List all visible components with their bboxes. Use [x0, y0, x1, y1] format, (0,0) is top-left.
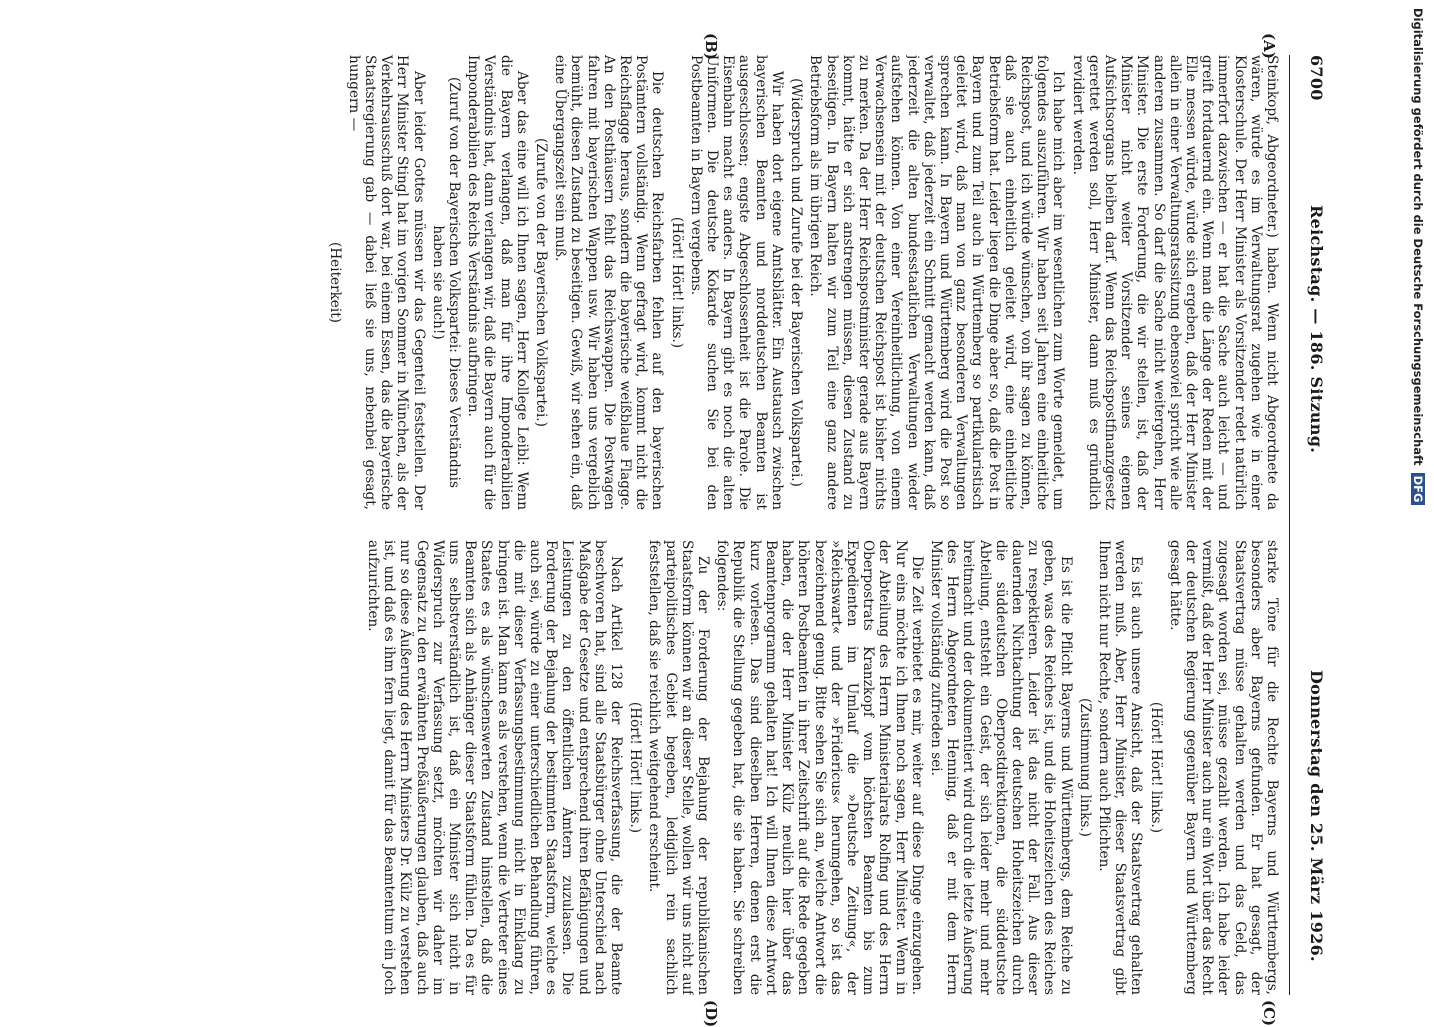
header-rule: [1289, 55, 1290, 995]
right-text-column: [100, 540, 1280, 995]
paragraph: starke Töne für die Rechte Bayerns und Württembergs, besonders aber Bayerns gefunden. Er hat gesagt, der Staatsvertrag müsse gehalten werden und das Geld, das zugesagt worden sei, müsse gezahlt werden. Ich habe leider vermißt, daß der Herr Minister auch nur ein Wort über das Recht der deutschen Regierung gegenüber Bayern und Württemberg gesagt hätte.: [1166, 540, 1280, 995]
funding-credit: [1411, 8, 1425, 505]
paragraph: Die Zeit verbietet es mir, weiter auf diese Dinge einzugehen. Nur eins möchte ich Ihnen noch sagen, Herr Minister. Wenn in der Abteilung des Herrn Ministerialrats Rolfing und des Herrn Oberpostrats Kranzkopf vom höchsten Beamten bis zum Expedienten im Umlauf die »Deutsche Zeitung«, der »Reichswart« und der »Fridericus« herumgehen, so ist das bezeichnend genug. Bitte sehen Sie sich an, welche Antwort die höheren Postbeamten in ihrer Zeitschrift auf die Rede gegeben haben, die der Herr Minister Külz neulich hier über das Beamtenprogramm gehalten hat! Ich will Ihnen diese Antwort kurz vorlesen. Das sind dieselben Herren, denen erst die Republik die Stellung gegeben hat, die sie haben. Sie schreiben folgendes:: [714, 540, 925, 995]
session-title: Reichstag. — 186. Sitzung.: [1307, 205, 1326, 454]
interjection: (Hört! Hört! links.): [627, 701, 644, 834]
funding-credit-text: Digitalisierung gefördert durch die Deutsche Forschungsgemeinschaft: [1411, 8, 1425, 466]
interjection: (Hört! Hört! links.): [1147, 701, 1164, 834]
interjection: (Zurufe von der Bayerischen Volkspartei.): [533, 138, 550, 427]
interjection: (Zuruf von der Bayerischen Volkspartei: Dieses Verständnis haben sie auch!): [429, 77, 463, 488]
paragraph: Wir haben dort eigene Amtsblätter. Ein Austausch zwischen bayerischen Beamten und norddeutschen Beamten ist ausgeschlossen; engste Abgeschlossenheit ist die Parole. Die Eisenbahn macht es anders. In Bayern gibt es noch die alten Uniformen. Die deutsche Kokarde suchen Sie bei den Postbeamten in Bayern vergebens.: [687, 55, 785, 510]
margin-mark-b: (B): [702, 33, 720, 60]
margin-mark-d: (D): [702, 1000, 720, 1027]
page-header: [1296, 55, 1330, 995]
interjection: (Zustimmung links.): [1076, 698, 1093, 837]
paragraph: Die deutschen Reichsfarben fehlen auf den bayerischen Postämtern vollständig. Wenn gefragt wird, kommt nicht die Reichsflagge heraus, sondern die bayerische weißblaue Flagge. An den Posthäusern fehlt das Reichswappen. Die Postwagen fahren mit bayerischen Wappen usw. Wir haben uns vergeblich bemüht, diesen Zustand zu beseitigen. Gewiß, wir sehen ein, daß eine Übergangszeit sein muß.: [552, 55, 666, 510]
paragraph: Ich habe mich aber im wesentlichen zum Worte gemeldet, um folgendes auszuführen. Wir haben seit Jahren eine einheitliche Reichspost, und ich würde wünschen, von ihr sagen zu können, daß sie auch einheitlich geleitet wird, eine einheitliche Betriebsform hat. Leider liegen die Dinge aber so, daß die Post in Bayern und zum Teil auch in Württemberg so partikularistisch geleitet wird, daß man von ganz besonderen Verwaltungen sprechen kann. In Bayern und Württemberg wird die Post so verwaltet, daß jederzeit ein Schnitt gemacht werden kann, daß jederzeit die alten bundesstaatlichen Verwaltungen wieder aufstehen können. Von einer Vereinheitlichung, von einem Verwachsensein mit der deutschen Reichspost ist bisher nichts zu merken. Da der Herr Reichspostminister gerade aus Bayern kommt, hätte er sich anstrengen müssen, diesen Zustand zu beseitigen. In Bayern halten wir zum Teil eine ganz andere Betriebsform als im übrigen Reich.: [807, 55, 1067, 510]
quoted-passage: Nach Artikel 128 der Reichsverfassung, die der Beamte beschworen hat, sind alle Staatsbürger ohne Unterschied nach Maßgabe der Gesetze und entsprechend ihren Befähigungen und Leistungen zu den öffentlichen Ämtern zuzulassen. Die Forderung der Bejahung der bestimmten Staatsform, welche es auch sei, würde zu einer unterschiedlichen Behandlung führen, die mit dieser Verfassungsbestimmung nicht in Einklang zu bringen ist. Man kann es als verstehen, wenn die Vertreter eines Staates es als wünschenswerten Zustand hinstellen, daß die Beamten sich als Anhänger dieser Staatsform fühlen. Da es für uns selbstverständlich ist, daß ein Minister sich nicht in Widerspruch zur Verfassung setzt, möchten wir daher im Gegensatz zu den erwähnten Preßäußerungen glauben, daß auch nur so diese Äußerung des Herrn Ministers Dr. Külz zu verstehen ist, und daß es ihm fern liegt, damit für das Beamtentum ein Joch aufzurichten.: [365, 540, 625, 995]
margin-mark-a: (A): [1260, 33, 1278, 59]
paragraph: Aber das eine will ich Ihnen sagen, Herr Kollege Leibl: Wenn die Bayern verlangen, daß man für ihre Imponderabilien Verständnis hat, dann verlangen wir, daß die Bayern auch für die Imponderabilien des Reichs Verständnis aufbringen.: [465, 55, 530, 510]
interjection: (Heiterkeit): [326, 242, 343, 323]
dfg-logo: DFG: [1411, 473, 1425, 506]
session-date: Donnerstag den 25. März 1926.: [1307, 670, 1326, 962]
left-text-column: [100, 55, 1280, 510]
page-number: 6700: [1307, 55, 1326, 101]
paragraph: Aber leider Gottes müssen wir das Gegenteil feststellen. Der Herr Minister Stingl hat im vorigen Sommer in München, als der Verkehrsausschuß dort war, bei einem Essen, das die bayerische Staatsregierung gab — dabei ließ sie uns, nebenbei gesagt, hungern —: [345, 55, 427, 510]
paragraph: Steinkopf, Abgeordneter.) haben. Wenn nicht Abgeordnete da wären, würde es im Verwaltungsrat zugehen wie in einer Klosterschule. Der Herr Minister als Vorsitzender redet natürlich immerfort dazwischen — er hat die Sache auch leicht — und greift fortdauernd ein. Wenn man die Länge der Reden mit der Elle messen würde, würde sich ergeben, daß der Herr Minister allein in einer Verwaltungsratssitzung ebensoviel spricht wie alle anderen zusammen. So darf die Sache nicht weitergehen, Herr Minister. Die erste Forderung, die wir stellen, ist, daß der Minister nicht weiter Vorsitzender seines eigenen Aufsichtsorgans bleiben darf. Wenn das Reichspostfinanzgesetz gerettet werden soll, Herr Minister, dann muß es gründlich revidiert werden.: [1069, 55, 1280, 510]
paragraph: Es ist auch unsere Ansicht, daß der Staatsvertrag gehalten werden muß. Aber, Herr Minister, dieser Staatsvertrag gibt Ihnen nicht nur Rechte, sondern auch Pflichten.: [1095, 540, 1145, 995]
interjection: (Hört! Hört! links.): [668, 216, 685, 349]
paragraph: Es ist die Pflicht Bayerns und Württembergs, dem Reiche zu geben, was des Reiches ist, und die Hoheitszeichen des Reiches zu respektieren. Leider ist das nicht der Fall. Aus dieser dauernden Nichtachtung der deutschen Hoheitszeichen durch die süddeutschen Oberpostdirektionen, die süddeutsche Abteilung, entsteht ein Geist, der sich leider mehr und mehr breitmacht und der dokumentiert wird durch die letzte Äußerung des Herrn Abgeordneten Henning, daß er mit dem Herrn Minister vollständig zufrieden sei.: [927, 540, 1074, 995]
document-page: [90, 33, 1330, 1027]
quoted-passage: Zu der Forderung der Bejahung der republikanischen Staatsform können wir an dieser Stelle, wollen wir uns nicht auf parteipolitisches Gebiet begeben, lediglich rein sachlich feststellen, daß sie reichlich weitgehend erscheint.: [646, 540, 712, 995]
interjection: (Widerspruch und Zurufe bei der Bayerischen Volkspartei.): [788, 78, 805, 487]
margin-mark-c: (C): [1260, 1000, 1278, 1027]
